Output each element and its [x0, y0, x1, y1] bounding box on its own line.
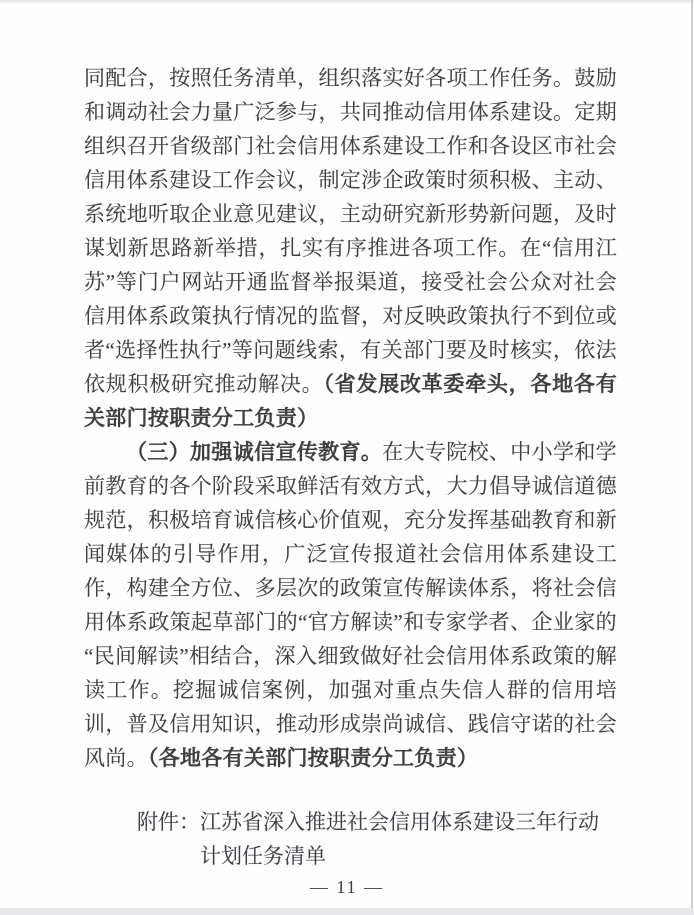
attachment-title: 江苏省深入推进社会信用体系建设三年行动计划任务清单	[200, 810, 599, 868]
paragraph-2-text: 在大专院校、中小学和学前教育的各个阶段采取鲜活有效方式，大力倡导诚信道德规范，积极培育诚信核心价值观，充分发挥基础教育和新闻媒体的引导作用，广泛宣传报道社会信用体系建设工作，构建全方位、多层次的政策宣传解读体系，将社会信用体系政策起草部门的“官方解读”和专家学者、企业家的“民间解读”相结合，深入细致做好社会信用体系政策的解读工作。挖掘诚信案例，加强对重点失信人群的信用培训，普及信用知识，推动形成崇尚诚信、践信守诺的社会风尚。	[84, 440, 617, 770]
paragraph-section-three	[84, 435, 617, 775]
paragraph-1-text: 同配合，按照任务清单，组织落实好各项工作任务。鼓励和调动社会力量广泛参与，共同推动信用体系建设。定期组织召开省级部门社会信用体系建设工作和各设区市社会信用体系建设工作会议，制定涉企政策时须积极、主动、系统地听取企业意见建议，主动研究新形势新问题，及时谋划新思路新举措，扎实有序推进各项工作。在“信用江苏”等门户网站开通监督举报渠道，接受社会公众对社会信用体系政策执行情况的监督，对反映政策执行不到位或者“选择性执行”等问题线索，有关部门要及时核实，依法依规积极研究推动解决。	[84, 66, 617, 396]
paragraph-1-responsibility-note: （省发展改革委牵头，各地各有关部门按职责分工负责）	[84, 372, 617, 430]
attachment-label: 附件：	[137, 810, 200, 834]
paragraph-2-responsibility-note: （各地各有关部门按职责分工负责）	[147, 746, 479, 770]
section-three-heading: （三）加强诚信宣传教育。	[126, 440, 383, 464]
page-number: — 11 —	[309, 877, 385, 897]
scan-edge-bottom	[0, 908, 694, 915]
attachment-reference	[137, 805, 617, 873]
document-body	[84, 61, 617, 873]
paragraph-continuation	[84, 61, 617, 435]
scan-edge-top	[0, 0, 694, 4]
scan-edge-right	[691, 0, 693, 908]
